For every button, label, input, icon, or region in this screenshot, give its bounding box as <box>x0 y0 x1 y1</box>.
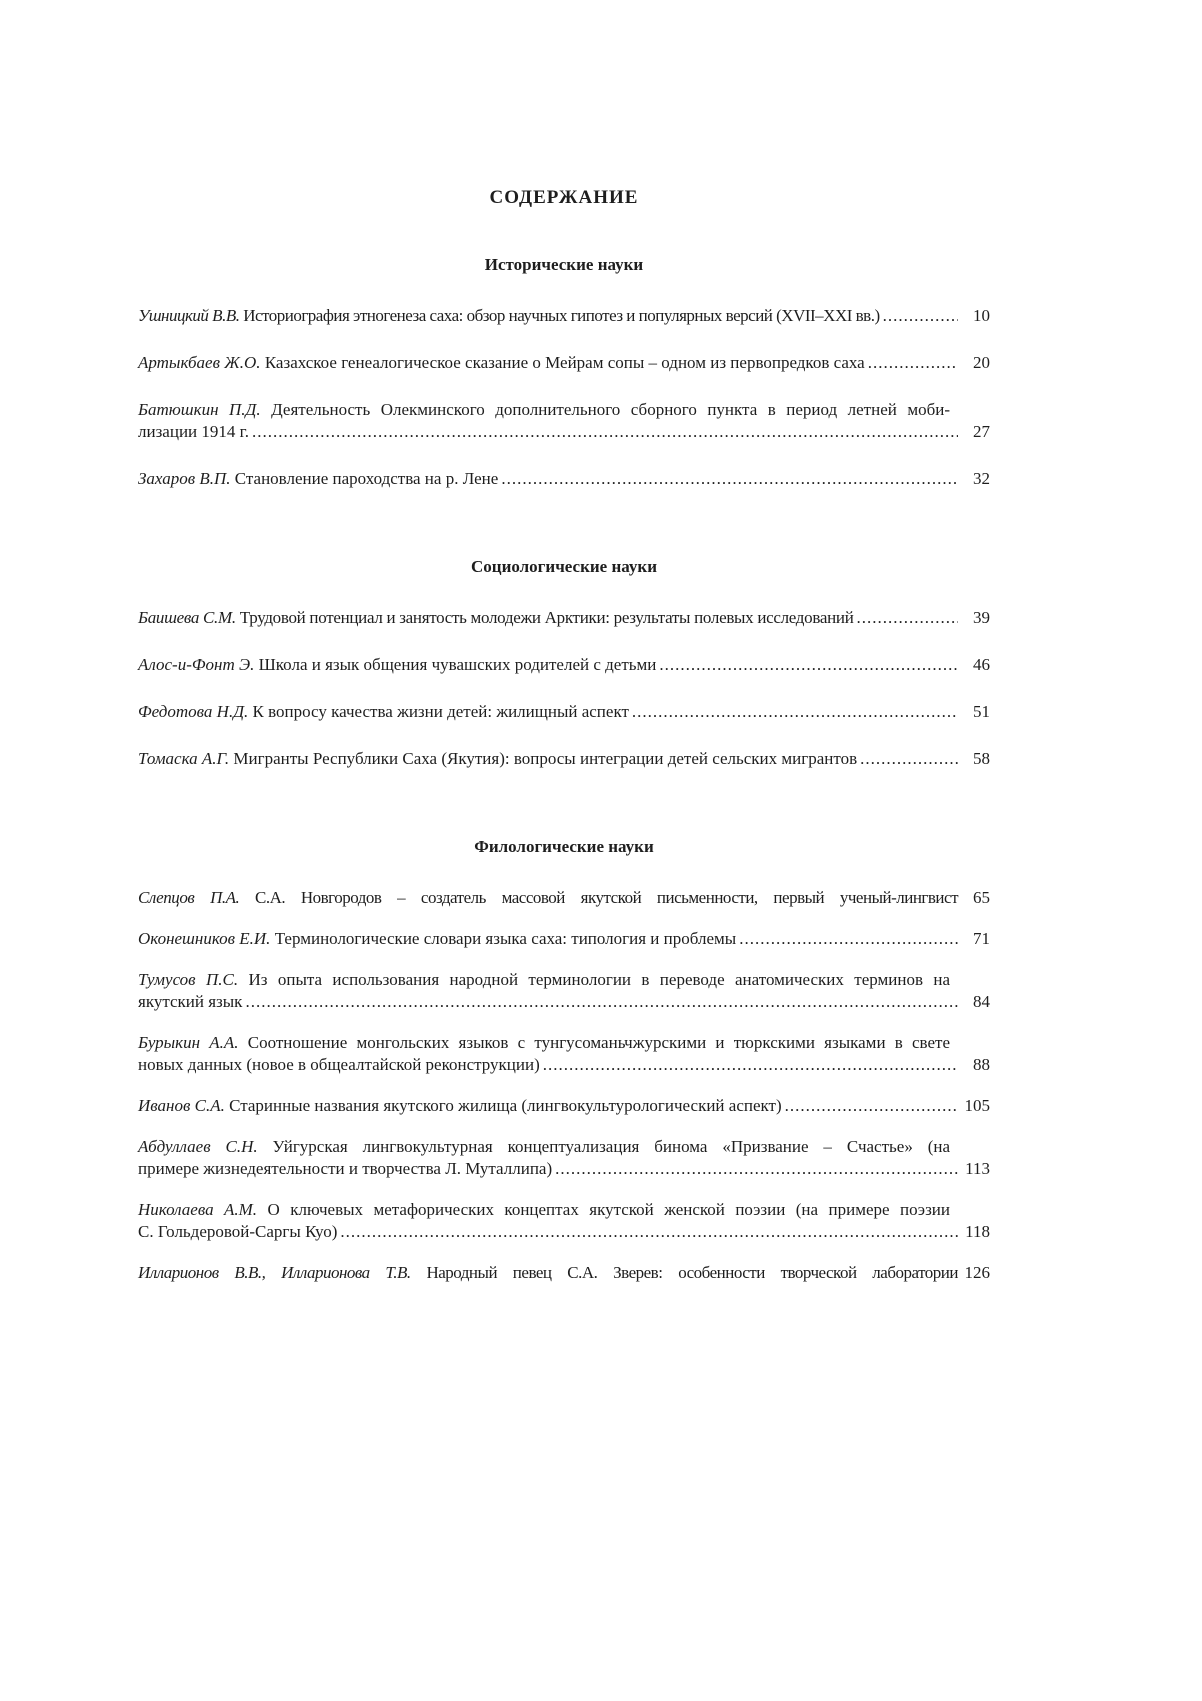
entry-title: Из опыта использования народной терминологии в переводе анатомических терминов на <box>248 970 951 989</box>
entry-title-continued: С. Гольдеровой-Саргы Куо) <box>138 1222 338 1241</box>
dot-leader <box>501 468 958 490</box>
toc-entry <box>138 928 990 950</box>
entry-page-number: 32 <box>973 469 990 488</box>
entry-line <box>138 468 990 490</box>
entry-page-number: 71 <box>973 929 990 948</box>
section-heading: Социологические науки <box>471 557 657 576</box>
entry-title: Мигранты Республики Саха (Якутия): вопросы интеграции детей сельских мигрантов <box>233 749 858 768</box>
entry-author: Абдуллаев С.Н. <box>138 1137 258 1156</box>
entry-author: Томаска А.Г. <box>138 749 230 768</box>
toc-entry <box>138 748 990 770</box>
entry-page-number: 58 <box>973 749 990 768</box>
entry-title: Соотношение монгольских языков с тунгусоманьчжурскими и тюркскими языками в свете <box>247 1033 951 1052</box>
toc-entry <box>138 1095 990 1117</box>
toc-entry <box>138 1136 990 1180</box>
entry-line <box>138 654 990 676</box>
entry-page-number: 51 <box>973 702 990 721</box>
dot-leader <box>868 352 958 374</box>
entry-text <box>138 1221 337 1243</box>
entry-title: Трудовой потенциал и занятость молодежи Арктики: результаты полевых исследований <box>239 608 854 627</box>
dot-leader <box>543 1054 958 1076</box>
dot-leader <box>659 654 958 676</box>
entry-text <box>138 1095 782 1117</box>
entry-line <box>138 1032 950 1054</box>
toc-entry <box>138 654 990 676</box>
entry-author: Артыкбаев Ж.О. <box>138 353 261 372</box>
entry-title: Деятельность Олекминского дополнительного сборного пункта в период летней моби- <box>271 400 951 419</box>
entry-author: Захаров В.П. <box>138 469 231 488</box>
entry-page-number: 105 <box>964 1096 990 1115</box>
entry-author: Бурыкин А.А. <box>138 1033 239 1052</box>
entry-line <box>138 969 950 991</box>
entry-title: Старинные названия якутского жилища (лингвокультурологический аспект) <box>229 1096 782 1115</box>
entry-line <box>138 887 990 909</box>
entry-title-continued: новых данных (новое в общеалтайской реконструкции) <box>138 1055 540 1074</box>
entry-title: Терминологические словари языка саха: типология и проблемы <box>274 929 737 948</box>
entry-text <box>138 1262 958 1284</box>
entry-line <box>138 928 990 950</box>
entry-text <box>138 607 854 629</box>
entry-page-number: 113 <box>965 1159 990 1178</box>
entry-text <box>138 1054 540 1076</box>
entry-title: Уйгурская лингвокультурная концептуализация бинома «Призвание – Счастье» (на <box>272 1137 951 1156</box>
section-sociological-sciences <box>138 556 990 770</box>
dot-leader <box>340 1221 958 1243</box>
toc-entry <box>138 1199 990 1243</box>
entry-text <box>138 305 880 327</box>
toc-entry <box>138 969 990 1013</box>
entry-line <box>138 1221 990 1243</box>
entry-title: К вопросу качества жизни детей: жилищный аспект <box>252 702 629 721</box>
toc-entry <box>138 1032 990 1076</box>
entry-line <box>138 1054 990 1076</box>
entry-title: О ключевых метафорических концептах якутской женской поэзии (на примере поэзии <box>267 1200 950 1219</box>
entry-line <box>138 1136 950 1158</box>
entry-text <box>138 991 242 1013</box>
entry-text <box>138 887 958 909</box>
entry-text <box>138 928 736 950</box>
toc-entry <box>138 1262 990 1284</box>
section-philological-sciences <box>138 836 990 1284</box>
entry-text <box>138 654 656 676</box>
dot-leader <box>739 928 958 950</box>
entry-author: Федотова Н.Д. <box>138 702 249 721</box>
entry-title: Казахское генеалогическое сказание о Мейрам сопы – одном из первопредков саха <box>264 353 865 372</box>
section-heading: Филологические науки <box>474 837 654 856</box>
entry-line <box>138 399 950 421</box>
entry-author: Оконешников Е.И. <box>138 929 271 948</box>
entry-title-continued: якутский язык <box>138 992 243 1011</box>
entry-author: Тумусов П.С. <box>138 970 239 989</box>
entry-text <box>138 748 857 770</box>
dot-leader <box>632 701 958 723</box>
toc-entry <box>138 887 990 909</box>
toc-entry <box>138 352 990 374</box>
entry-text <box>138 468 498 490</box>
entry-author: Николаева А.М. <box>138 1200 258 1219</box>
page-title: СОДЕРЖАНИЕ <box>489 187 639 208</box>
dot-leader <box>860 748 958 770</box>
entry-author: Илларионов В.В., Илларионова Т.В. <box>138 1263 411 1282</box>
entry-title: Народный певец С.А. Зверев: особенности творческой лаборатории <box>426 1263 958 1282</box>
section-historical-sciences <box>138 254 990 490</box>
entry-author: Батюшкин П.Д. <box>138 400 261 419</box>
entry-title: Историография этногенеза саха: обзор научных гипотез и популярных версий (XVII–XXI вв.) <box>243 306 880 325</box>
entry-line <box>138 1095 990 1117</box>
toc-entry <box>138 399 990 443</box>
entry-line <box>138 1158 990 1180</box>
entry-line <box>138 352 990 374</box>
entry-title: Становление пароходства на р. Лене <box>234 469 499 488</box>
entry-line <box>138 1199 950 1221</box>
entry-page-number: 10 <box>973 306 990 325</box>
dot-leader <box>245 991 958 1013</box>
entry-line <box>138 607 990 629</box>
entry-text <box>138 701 629 723</box>
entry-page-number: 118 <box>965 1222 990 1241</box>
section-heading: Исторические науки <box>484 255 644 274</box>
entry-page-number: 65 <box>973 888 990 907</box>
entry-page-number: 46 <box>973 655 990 674</box>
entry-title: Школа и язык общения чувашских родителей с детьми <box>258 655 657 674</box>
entry-title-continued: примере жизнедеятельности и творчества Л. Муталлипа) <box>138 1159 553 1178</box>
entry-page-number: 20 <box>973 353 990 372</box>
entry-line <box>138 421 990 443</box>
entry-text <box>138 421 249 443</box>
entry-author: Иванов С.А. <box>138 1096 225 1115</box>
entry-line <box>138 1262 990 1284</box>
toc-entry <box>138 305 990 327</box>
entry-text <box>138 352 865 374</box>
dot-leader <box>785 1095 958 1117</box>
toc-entry <box>138 468 990 490</box>
entry-title: С.А. Новгородов – создатель массовой якутской письменности, первый ученый-лингвист <box>255 888 959 907</box>
entry-title-continued: лизации 1914 г. <box>138 422 249 441</box>
entry-page-number: 39 <box>973 608 990 627</box>
dot-leader <box>883 305 958 327</box>
entry-author: Ушницкий В.В. <box>138 306 240 325</box>
entry-page-number: 88 <box>973 1055 990 1074</box>
entry-author: Слепцов П.А. <box>138 888 240 907</box>
toc-entry <box>138 701 990 723</box>
entry-line <box>138 305 990 327</box>
entry-text <box>138 1158 552 1180</box>
entry-line <box>138 701 990 723</box>
entry-author: Баишева С.М. <box>138 608 236 627</box>
dot-leader <box>252 421 958 443</box>
toc-entry <box>138 607 990 629</box>
dot-leader <box>555 1158 958 1180</box>
entry-author: Алос-и-Фонт Э. <box>138 655 255 674</box>
entry-page-number: 84 <box>973 992 990 1011</box>
entry-page-number: 126 <box>964 1263 990 1282</box>
entry-line <box>138 991 990 1013</box>
dot-leader <box>857 607 959 629</box>
entry-line <box>138 748 990 770</box>
entry-page-number: 27 <box>973 422 990 441</box>
